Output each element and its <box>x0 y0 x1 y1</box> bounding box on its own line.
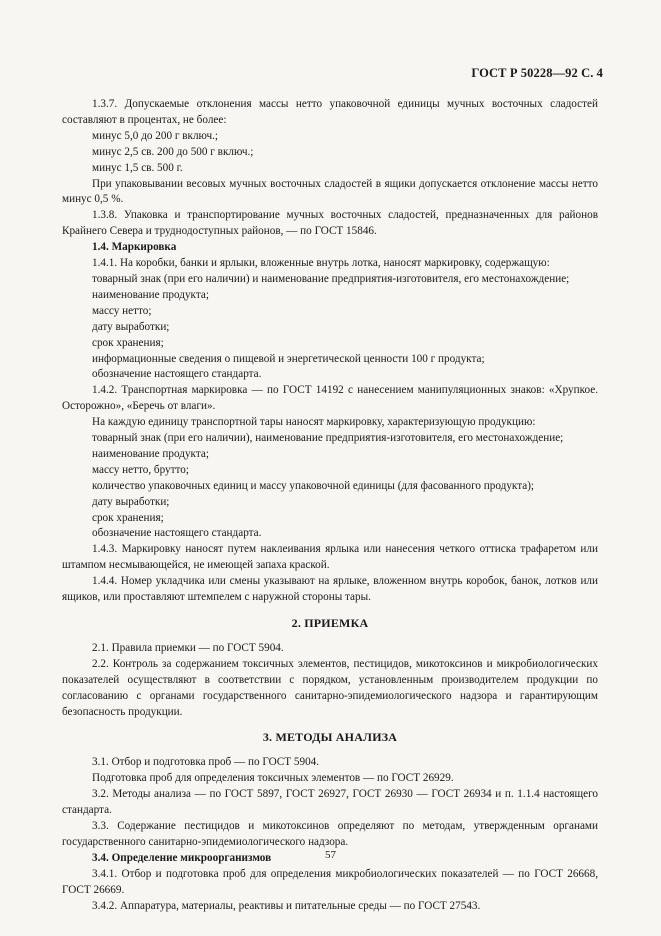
paragraph: обозначение настоящего стандарта. <box>92 368 262 381</box>
paragraph: обозначение настоящего стандарта. <box>92 527 262 540</box>
paragraph: дату выработки; <box>92 320 170 333</box>
paragraph: 2.1. Правила приемки — по ГОСТ 5904. <box>92 641 284 654</box>
page-number: 57 <box>325 849 336 861</box>
paragraph: 1.4.3. Маркировку наносят путем наклеивания ярлыка или нанесения четкого оттиска трафаретом или штампом несмывающейся, не имеющей запаха краской. <box>62 543 598 572</box>
paragraph: срок хранения; <box>92 336 164 349</box>
paragraph: 3.1. Отбор и подготовка проб — по ГОСТ 5904. <box>92 756 320 769</box>
paragraph: 1.4.2. Транспортная маркировка — по ГОСТ 14192 с нанесением манипуляционных знаков: «Хрупкое. Осторожно», «Беречь от влаги». <box>62 384 598 413</box>
paragraph: срок хранения; <box>92 511 164 524</box>
paragraph: массу нетто, брутто; <box>92 463 189 476</box>
section-heading-methods: 3. МЕТОДЫ АНАЛИЗА <box>262 730 398 745</box>
paragraph: наименование продукта; <box>92 447 209 460</box>
document-body <box>62 97 598 914</box>
paragraph: 1.4.1. На коробки, банки и ярлыки, вложенные внутрь лотка, наносят маркировку, содержащую: <box>92 257 550 270</box>
paragraph: минус 2,5 св. 200 до 500 г включ.; <box>92 145 254 158</box>
paragraph: 1.3.7. Допускаемые отклонения массы нетто упаковочной единицы мучных восточных сладостей составляют в процентах, не более: <box>62 98 598 126</box>
paragraph: массу нетто; <box>92 304 152 317</box>
paragraph: 3.4.1. Отбор и подготовка проб для определения микробиологических показателей — по ГОСТ 26668, ГОСТ 26669. <box>62 867 598 896</box>
paragraph: минус 5,0 до 200 г включ.; <box>92 129 219 142</box>
paragraph: наименование продукта; <box>92 288 209 301</box>
paragraph: дату выработки; <box>92 495 170 508</box>
paragraph: 3.3. Содержание пестицидов и микотоксинов определяют по методам, утвержденным органами государственного санитарно-эпидемиологического надзора. <box>62 819 598 848</box>
subsection-heading: 3.4. Определение микроорганизмов <box>92 851 272 864</box>
paragraph: При упаковывании весовых мучных восточных сладостей в ящики допускается отклонение массы нетто минус 0,5 %. <box>62 177 598 206</box>
paragraph: 3.2. Методы анализа — по ГОСТ 5897, ГОСТ 26927, ГОСТ 26930 — ГОСТ 26934 и п. 1.1.4 настоящего стандарта. <box>62 788 598 817</box>
paragraph: 1.3.8. Упаковка и транспортирование мучных восточных сладостей, предназначенных для районов Крайнего Севера и труднодоступных районов, — по ГОСТ 15846. <box>62 209 598 238</box>
paragraph: информационные сведения о пищевой и энергетической ценности 100 г продукта; <box>92 352 485 365</box>
page-header: ГОСТ Р 50228—92 С. 4 <box>471 66 603 80</box>
paragraph: На каждую единицу транспортной тары наносят маркировку, характеризующую продукцию: <box>92 416 536 429</box>
paragraph: 2.2. Контроль за содержанием токсичных элементов, пестицидов, микотоксинов и микробиологических показателей осуществляют в соответствии с порядком, установленным производителем продукции по согласованию с органами государственного санитарно-эпидемиологического надзора и гарантирующим безопасность продукции. <box>62 657 598 718</box>
paragraph: 3.4.2. Аппаратура, материалы, реактивы и питательные среды — по ГОСТ 27543. <box>92 899 481 912</box>
paragraph: 1.4.4. Номер укладчика или смены указывают на ярлыке, вложенном внутрь коробок, банок, лотков или ящиков, или проставляют штемпелем с наружной стороны тары. <box>62 575 598 604</box>
paragraph: товарный знак (при его наличии) и наименование предприятия-изготовителя, его местонахождение; <box>92 272 570 285</box>
paragraph: Подготовка проб для определения токсичных элементов — по ГОСТ 26929. <box>92 772 454 785</box>
paragraph: минус 1,5 св. 500 г. <box>92 161 183 174</box>
paragraph: количество упаковочных единиц и массу упаковочной единицы (для фасованного продукта); <box>92 479 535 492</box>
paragraph: товарный знак (при его наличии), наименование предприятия-изготовителя, его местонахождение; <box>92 432 564 445</box>
section-heading-acceptance: 2. ПРИЕМКА <box>291 616 369 630</box>
subsection-heading: 1.4. Маркировка <box>92 241 177 254</box>
